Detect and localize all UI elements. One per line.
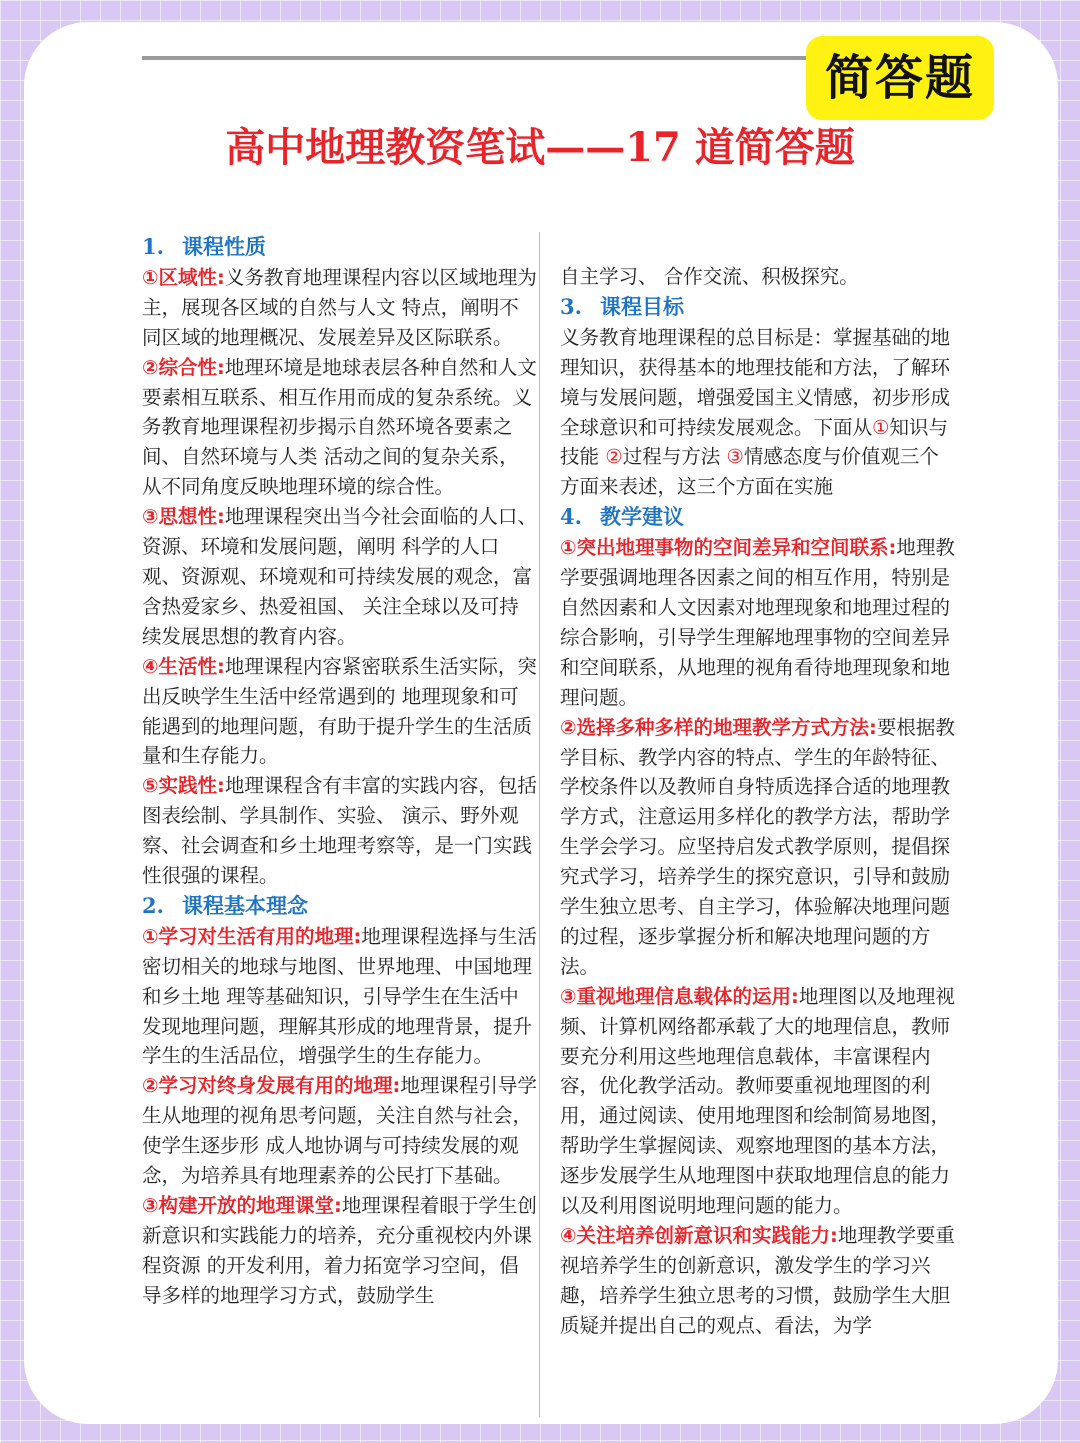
section-title: 课程目标 bbox=[600, 294, 684, 319]
body-text: 义务教育地理课程的总目标是：掌握基础的地理知识，获得基本的地理技能和方法，了解环境与发展问题，增强爱国主义情感，初步形成全球意识和可持续发展观念。下面从 bbox=[560, 325, 951, 439]
column-divider bbox=[539, 232, 540, 1417]
body-text: 知识与技能 bbox=[560, 415, 949, 469]
left-column bbox=[142, 232, 538, 1311]
section-2-item-3 bbox=[142, 1191, 538, 1311]
page-title: 高中地理教资笔试——17 道简答题 bbox=[225, 124, 855, 171]
section-title: 教学建议 bbox=[600, 505, 684, 530]
section-number: 3. bbox=[560, 293, 582, 319]
item-text: 地理图以及地理视频、计算机网络都承载了大的地理信息，教师要充分利用这些地理信息载体，丰富课程内容，优化教学活动。教师要重视地理图的利用，通过阅读、使用地理图和绘制简易地图，帮助学生掌握阅读、观察地理图的基本方法，逐步发展学生从地理图中获取地理信息的能力以及利用图说明地理问题的能力。 bbox=[560, 984, 955, 1218]
section-title: 课程性质 bbox=[182, 235, 266, 259]
item-text: 地理课程内容紧密联系生活实际，突出反映学生生活中经常遇到的 地理现象和可能遇到的地理问题，有助于提升学生的生活质量和生存能力。 bbox=[142, 654, 537, 768]
section-1-item-5 bbox=[142, 771, 538, 891]
item-lead: ④生活性: bbox=[142, 654, 225, 678]
marker-2: ② bbox=[605, 445, 623, 469]
item-text: 地理环境是地球表层各种自然和人文要素相互联系、相互作用而成的复杂系统。义务教育地理课程初步揭示自然环境各要素之间、自然环境与人类 活动之间的复杂关系，从不同角度反映地理环境的综合性。 bbox=[142, 355, 537, 499]
item-text: 地理教学要强调地理各因素之间的相互作用，特别是自然因素和人文因素对地理现象和地理过程的综合影响，引导学生理解地理事物的空间差异和空间联系，从地理的视角看待地理现象和地理问题。 bbox=[560, 536, 955, 709]
section-4-item-4 bbox=[560, 1221, 956, 1341]
item-text: 地理课程突出当今社会面临的人口、资源、环境和发展问题，阐明 科学的人口观、资源观、环境观和可持续发展的观念，富含热爱家乡、热爱祖国、 关注全球以及可持续发展思想的教育内容。 bbox=[142, 505, 537, 648]
item-lead: ①区域性: bbox=[142, 265, 225, 289]
section-2-heading bbox=[142, 891, 538, 922]
section-number: 4. bbox=[560, 504, 582, 530]
item-lead: ①突出地理事物的空间差异和空间联系: bbox=[560, 536, 897, 560]
section-number: 1. bbox=[142, 234, 164, 259]
section-1-item-4 bbox=[142, 652, 538, 772]
item-lead: ①学习对生活有用的地理: bbox=[142, 924, 362, 948]
section-4-item-1 bbox=[560, 533, 956, 712]
section-4-heading bbox=[560, 502, 956, 533]
item-text: 地理课程选择与生活密切相关的地球与地图、世界地理、中国地理和乡土地 理等基础知识，引导学生在生活中发现地理问题，理解其形成的地理背景，提升学生的生活品位，增强学生的生存能力。 bbox=[142, 924, 537, 1068]
item-text: 地理课程含有丰富的实践内容，包括图表绘制、学具制作、实验、 演示、野外观察、社会调查和乡土地理考察等，是一门实践性很强的课程。 bbox=[142, 774, 537, 888]
section-number: 2. bbox=[142, 892, 164, 918]
continuation-text: 自主学习、 合作交流、积极探究。 bbox=[560, 265, 859, 288]
item-lead: ④关注培养创新意识和实践能力: bbox=[560, 1224, 838, 1247]
section-3-body bbox=[560, 323, 956, 502]
body-text: 过程与方法 bbox=[622, 445, 727, 469]
category-badge: 简答题 bbox=[806, 36, 994, 120]
item-text: 地理课程引导学生从地理的视角思考问题，关注自然与社会，使学生逐步形 成人地协调与可持续发展的观念，为培养具有地理素养的公民打下基础。 bbox=[142, 1074, 537, 1188]
item-lead: ⑤实践性: bbox=[142, 774, 225, 798]
item-text: 义务教育地理课程内容以区域地理为主，展现各区域的自然与人文 特点，阐明不同区域的地理概况、发展差异及区际联系。 bbox=[142, 265, 537, 349]
section-4-item-3 bbox=[560, 982, 956, 1221]
section-2-item-2 bbox=[142, 1071, 538, 1191]
item-lead: ②综合性: bbox=[142, 355, 225, 379]
top-rule bbox=[142, 56, 822, 60]
item-text: 地理课程着眼于学生创新意识和实践能力的培养，充分重视校内外课程资源 的开发利用，着力拓宽学习空间，倡导多样的地理学习方式，鼓励学生 bbox=[142, 1194, 537, 1307]
item-text: 要根据教学目标、教学内容的特点、学生的年龄特征、学校条件以及教师自身特质选择合适的地理教学方式，注意运用多样化的教学方法，帮助学生学会学习。应坚持启发式教学原则，提倡探究式学习，培养学生的探究意识，引导和鼓励学生独立思考、自主学习，体验解决地理问题的过程，逐步掌握分析和解决地理问题的方法。 bbox=[560, 715, 955, 978]
section-1-item-2 bbox=[142, 353, 538, 503]
item-lead: ③构建开放的地理课堂: bbox=[142, 1194, 342, 1217]
item-lead: ③思想性: bbox=[142, 505, 225, 529]
section-4-item-2 bbox=[560, 713, 956, 982]
section-3-heading bbox=[560, 292, 956, 323]
marker-3: ③ bbox=[726, 445, 744, 469]
item-lead: ②学习对终身发展有用的地理: bbox=[142, 1074, 401, 1098]
section-1-item-1 bbox=[142, 263, 538, 353]
right-column bbox=[560, 262, 956, 1341]
marker-1: ① bbox=[872, 415, 890, 439]
item-text: 地理教学要重视培养学生的创新意识，激发学生的学习兴趣，培养学生独立思考的习惯，鼓励学生大胆质疑并提出自己的观点、看法，为学 bbox=[560, 1224, 955, 1337]
section-1-heading bbox=[142, 232, 538, 263]
section-1-item-3 bbox=[142, 502, 538, 652]
body-text: 情感态度与价值观三个方面来表述，这三个方面在实施 bbox=[560, 445, 939, 499]
item-lead: ②选择多种多样的地理教学方式方法: bbox=[560, 715, 877, 739]
item-lead: ③重视地理信息载体的运用: bbox=[560, 984, 799, 1008]
section-2-item-1 bbox=[142, 922, 538, 1072]
section-title: 课程基本理念 bbox=[182, 893, 308, 918]
